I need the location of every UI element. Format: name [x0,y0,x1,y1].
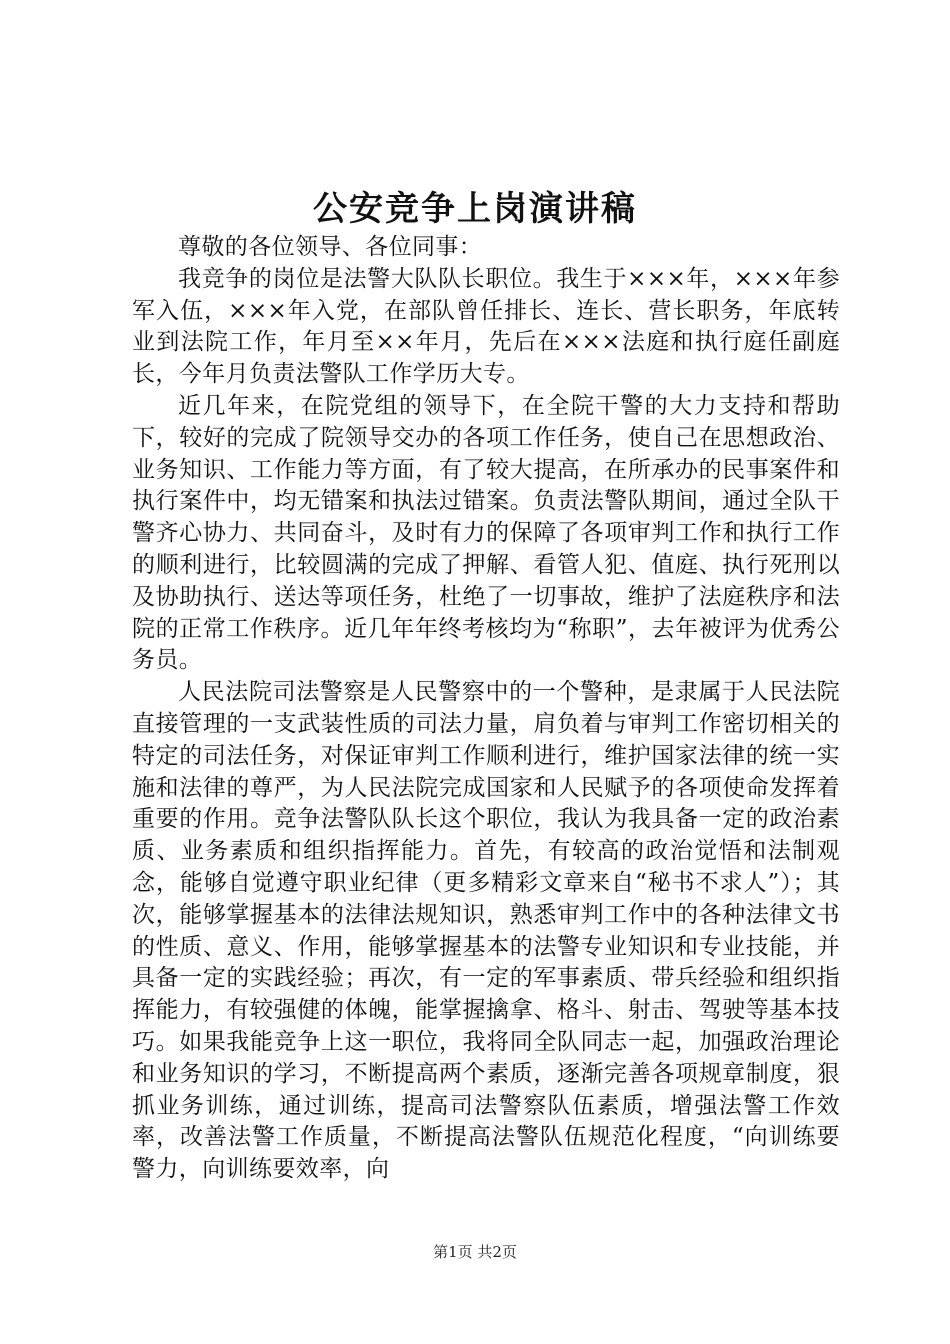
body-paragraph: 人民法院司法警察是人民警察中的一个警种，是隶属于人民法院直接管理的一支武装性质的司法力量，肩负着与审判工作密切相关的特定的司法任务，对保证审判工作顺利进行，维护国家法律的统一实施和法律的尊严，为人民法院完成国家和人民赋予的各项使命发挥着重要的作用。竞争法警队队长这个职位，我认为我具备一定的政治素质、业务素质和组织指挥能力。首先，有较高的政治觉悟和法制观念，能够自觉遵守职业纪律（更多精彩文章来自“秘书不求人”）；其次，能够掌握基本的法律法规知识，熟悉审判工作中的各种法律文书的性质、意义、作用，能够掌握基本的法警专业知识和专业技能，并具备一定的实践经验；再次，有一定的军事素质、带兵经验和组织指挥能力，有较强健的体魄，能掌握擒拿、格斗、射击、驾驶等基本技巧。如果我能竞争上这一职位，我将同全队同志一起，加强政治理论和业务知识的学习，不断提高两个素质，逐渐完善各项规章制度，狠抓业务训练，通过训练，提高司法警察队伍素质，增强法警工作效率，改善法警工作质量，不断提高法警队伍规范化程度，“向训练要警力，向训练要效率，向 [132,679,840,1183]
document-title: 公安竞争上岗演讲稿 [313,189,637,229]
salutation-paragraph: 尊敬的各位领导、各位同事： [178,234,483,260]
body-paragraph: 近几年来，在院党组的领导下，在全院干警的大力支持和帮助下，较好的完成了院领导交办的各项工作任务，使自己在思想政治、业务知识、工作能力等方面，有了较大提高，在所承办的民事案件和执行案件中，均无错案和执法过错案。负责法警队期间，通过全队干警齐心协力、共同奋斗，及时有力的保障了各项审判工作和执行工作的顺利进行，比较圆满的完成了押解、看管人犯、值庭、执行死刑以及协助执行、送达等项任务，杜绝了一切事故，维护了法庭秩序和法院的正常工作秩序。近几年年终考核均为“称职”，去年被评为优秀公务员。 [132,392,840,674]
body-paragraph: 我竞争的岗位是法警大队队长职位。我生于×××年，×××年参军入伍，×××年入党，在部队曾任排长、连长、营长职务，年底转业到法院工作，年月至××年月，先后在×××法庭和执行庭任副庭长，今年月负责法警队工作学历大专。 [132,265,840,388]
document-body [132,232,840,1186]
page-number-footer: 第1页 共2页 [433,1243,517,1261]
